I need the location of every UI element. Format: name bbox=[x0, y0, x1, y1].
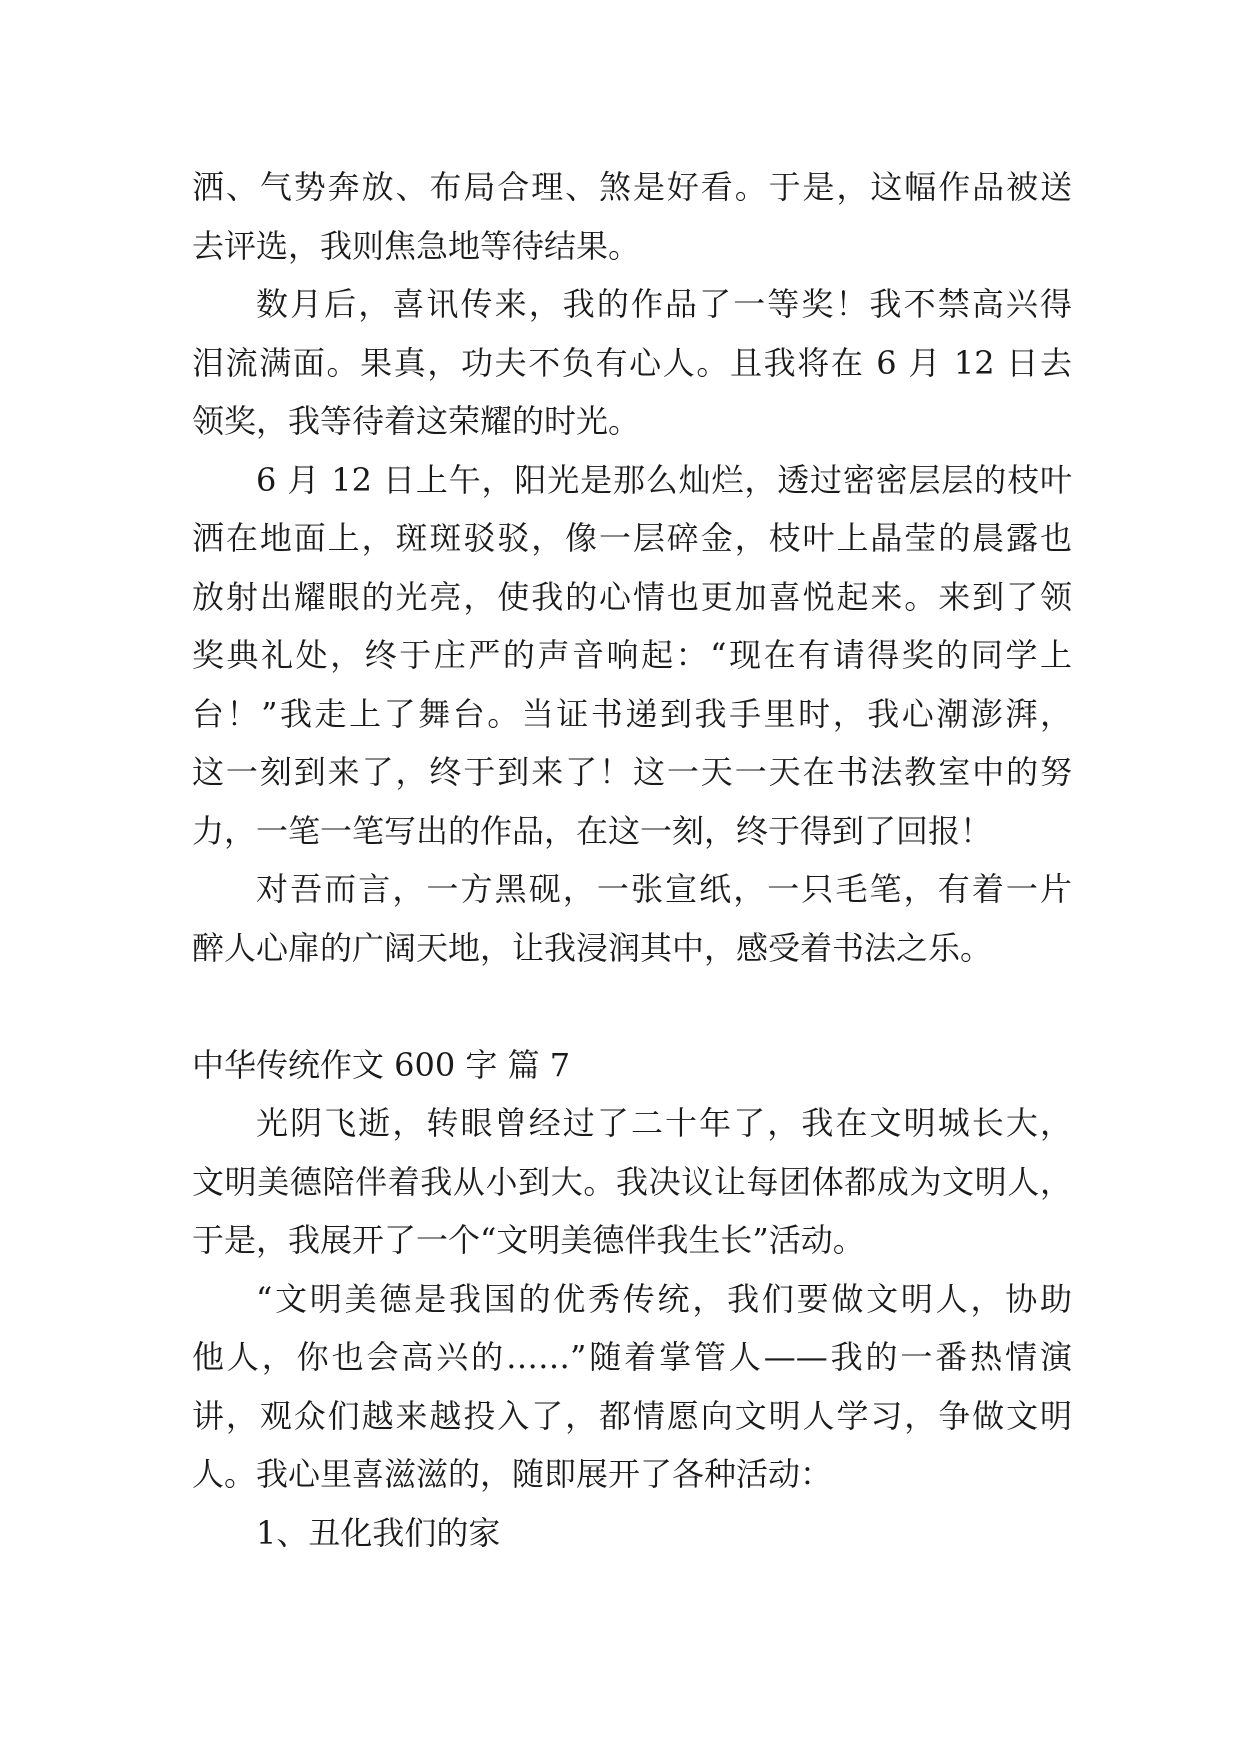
text-line: 于是，我展开了一个“文明美德伴我生长”活动。 bbox=[192, 1221, 865, 1259]
text-line: 1、丑化我们的家 bbox=[256, 1513, 501, 1552]
text-line: 洒在地面上，斑斑驳驳，像一层碎金，枝叶上晶莹的晨露也 bbox=[192, 519, 1072, 557]
text-line: “文明美德是我国的优秀传统，我们要做文明人，协助 bbox=[256, 1279, 1072, 1318]
text-line: 讲，观众们越来越投入了，都情愿向文明人学习，争做文明 bbox=[192, 1396, 1072, 1435]
text-line: 台！”我走上了舞台。当证书递到我手里时，我心潮澎湃， bbox=[192, 694, 1072, 733]
text-line: 醉人心扉的广阔天地，让我浸润其中，感受着书法之乐。 bbox=[192, 928, 993, 967]
text-line: 他人，你也会高兴的……”随着掌管人——我的一番热情演 bbox=[192, 1338, 1072, 1376]
text-line: 6 月 12 日上午，阳光是那么灿烂，透过密密层层的枝叶 bbox=[256, 460, 1072, 499]
text-line: 去评选，我则焦急地等待结果。 bbox=[192, 226, 641, 265]
section-gap bbox=[192, 977, 1072, 1036]
text-line: 领奖，我等待着这荣耀的时光。 bbox=[192, 402, 641, 440]
text-line: 泪流满面。果真，功夫不负有心人。且我将在 6 月 12 日去 bbox=[192, 343, 1072, 382]
essay-6-section bbox=[192, 158, 1072, 977]
document-body bbox=[192, 158, 1072, 1562]
essay-7-section bbox=[192, 1094, 1072, 1562]
text-line: 对吾而言，一方黑砚，一张宣纸，一只毛笔，有着一片 bbox=[256, 870, 1072, 908]
text-line: 文明美德陪伴着我从小到大。我决议让每团体都成为文明人， bbox=[192, 1162, 1072, 1201]
text-line: 光阴飞逝，转眼曾经过了二十年了，我在文明城长大， bbox=[256, 1104, 1072, 1142]
text-line: 奖典礼处，终于庄严的声音响起：“现在有请得奖的同学上 bbox=[192, 636, 1072, 674]
text-line: 力，一笔一笔写出的作品，在这一刻，终于得到了回报！ bbox=[192, 811, 993, 850]
text-line: 洒、气势奔放、布局合理、煞是好看。于是，这幅作品被送 bbox=[192, 168, 1072, 206]
text-line: 放射出耀眼的光亮，使我的心情也更加喜悦起来。来到了领 bbox=[192, 577, 1072, 616]
text-line: 数月后，喜讯传来，我的作品了一等奖！我不禁高兴得 bbox=[256, 285, 1072, 323]
section-heading: 中华传统作文 600 字 篇 7 bbox=[192, 1045, 571, 1084]
text-line: 人。我心里喜滋滋的，随即展开了各种活动： bbox=[192, 1455, 833, 1493]
text-line: 这一刻到来了，终于到来了！这一天一天在书法教室中的努 bbox=[192, 753, 1072, 791]
